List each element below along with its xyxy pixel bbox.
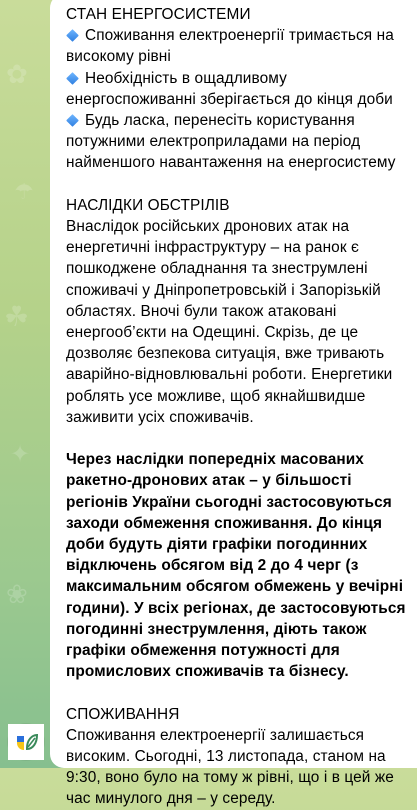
channel-avatar-logo-icon — [8, 724, 44, 760]
bullet-item — [66, 25, 411, 67]
bullet-text: Споживання електроенергії тримається на високому рівні — [66, 27, 394, 66]
section-title-consumption: СПОЖИВАННЯ — [66, 705, 180, 723]
bullet-text: Необхідність в ощадливому енергоспоживанні зберігається до кінця доби — [66, 69, 393, 108]
channel-avatar[interactable] — [8, 724, 44, 760]
wallpaper-doodle: ✦ — [10, 440, 31, 468]
restrictions-bold-paragraph: Через наслідки попередніх масованих ракетно-дронових атак – у більшості регіонів України сьогодні застосовуються заходи обмеження споживання. До кінця доби будуть діяти графіки погодинних відключень обсягом від 2 до 4 черг (з максимальним обсягом обмежень у вечірні години). У всіх регіонах, де застосовуються погодинні знеструмлення, діють також графіки обмеження потужності для промислових споживачів та бізнесу. — [66, 451, 406, 681]
consumption-text: Споживання електроенергії залишається високим. Сьогодні, 13 листопада, станом на 9:30, воно було на тому ж рівні, що і в цей же час минулого дня – у середу. — [66, 726, 394, 808]
wallpaper-doodle: ✿ — [6, 60, 28, 90]
section-title-energy-system: СТАН ЕНЕРГОСИСТЕМИ — [66, 6, 251, 23]
blue-diamond-icon — [66, 29, 79, 42]
bullet-item — [66, 110, 411, 174]
bullet-item — [66, 68, 411, 110]
blue-diamond-icon — [66, 114, 79, 127]
blue-diamond-icon — [66, 72, 79, 85]
wallpaper-doodle: ☂ — [14, 180, 34, 205]
section-title-shelling-consequences: НАСЛІДКИ ОБСТРІЛІВ — [66, 196, 230, 214]
wallpaper-doodle: ☘ — [4, 300, 30, 333]
bullet-text: Будь ласка, перенесіть користування потужними електроприладами на період найменшого навантаження на енергосистему — [66, 112, 396, 172]
wallpaper-doodle: ❀ — [6, 580, 28, 610]
message-bubble — [50, 0, 417, 808]
shelling-consequences-text: Внаслідок російських дронових атак на енергетичні інфраструктуру – на ранок є пошкоджене обладнання та знеструмлені споживачі у Дніпропетровській і Запорізькій областях. Вночі були також атаковані енергооб’єкти на Одещині. Скрізь, де це дозволяє безпекова ситуація, вже тривають аварійно-відновлювальні роботи. Енергетики роблять усе можливе, щоб якнайшвидше заживити усіх споживачів. — [66, 218, 393, 426]
